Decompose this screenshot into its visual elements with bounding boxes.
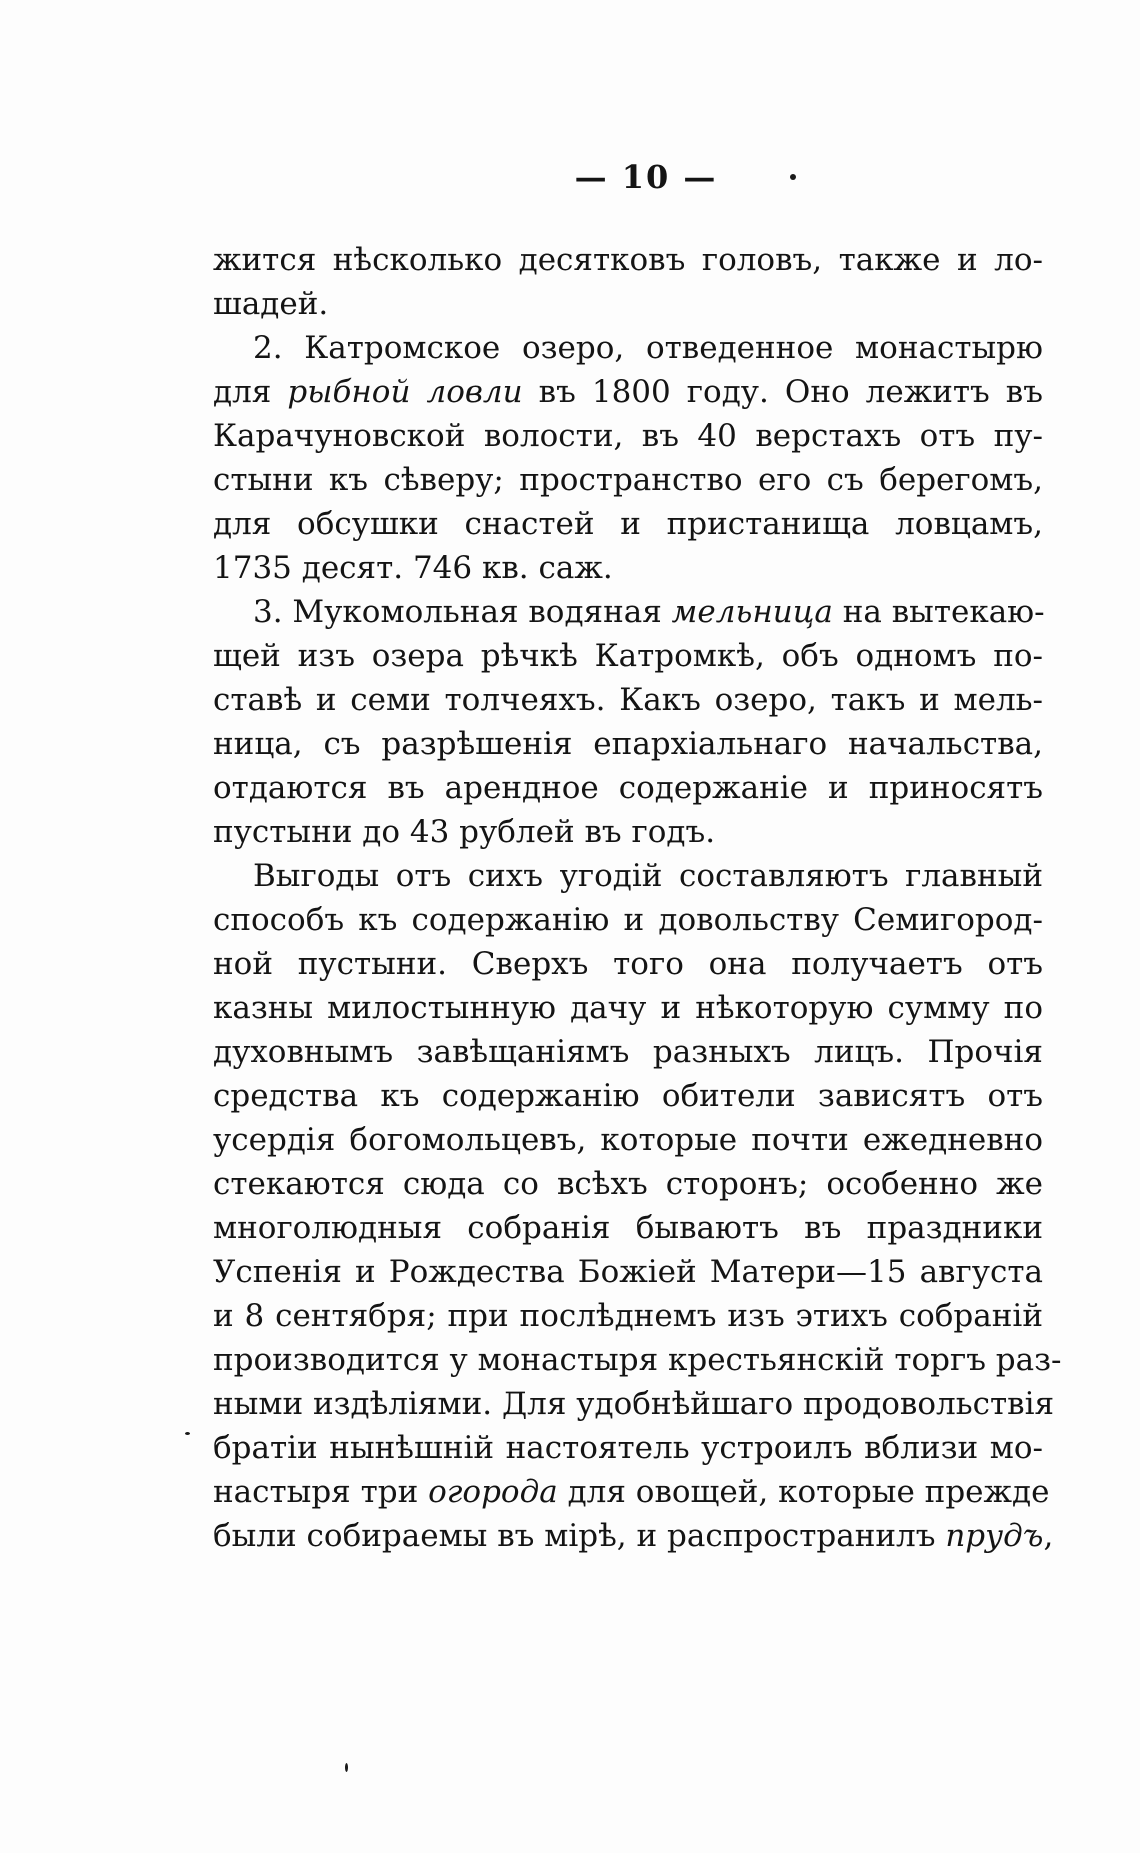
text-line <box>213 1250 1043 1294</box>
italic-term: мельница <box>671 594 833 630</box>
text-segment: ставѣ и семи толчеяхъ. Какъ озеро, такъ и мель- <box>213 682 1043 718</box>
text-line <box>213 414 1043 458</box>
text-segment: для <box>213 374 288 410</box>
text-segment: , <box>1043 1518 1054 1554</box>
text-segment: ными издѣліями. Для удобнѣйшаго продовольствія <box>213 1386 1055 1422</box>
text-segment: Выгоды отъ сихъ угодій составляютъ главный <box>253 858 1043 894</box>
text-segment: щей изъ озера рѣчкѣ Катромкѣ, объ одномъ по- <box>213 638 1043 674</box>
text-segment: казны милостынную дачу и нѣкоторую сумму по <box>213 990 1043 1026</box>
text-line <box>213 1118 1043 1162</box>
text-segment: многолюдныя собранія бываютъ въ праздники <box>213 1210 1043 1246</box>
print-speck <box>790 174 796 180</box>
text-segment: средства къ содержанію обители зависятъ отъ <box>213 1078 1043 1114</box>
text-line <box>213 1294 1043 1338</box>
text-segment: для обсушки снастей и пристанища ловцамъ, <box>213 506 1043 542</box>
text-line <box>213 1470 1050 1514</box>
text-line <box>213 1382 1055 1426</box>
text-line <box>213 898 1043 942</box>
print-speck <box>185 1432 190 1435</box>
text-line <box>213 766 1043 810</box>
text-segment: отдаются въ арендное содержаніе и приносятъ <box>213 770 1043 806</box>
text-segment: духовнымъ завѣщаніямъ разныхъ лицъ. Прочія <box>213 1034 1043 1070</box>
text-line <box>213 942 1043 986</box>
text-line <box>213 1206 1043 1250</box>
italic-term: рыбной ловли <box>287 374 523 410</box>
text-segment: 2. Катромское озеро, отведенное монастырю <box>253 330 1043 366</box>
text-segment: 1735 десят. 746 кв. саж. <box>213 550 613 586</box>
text-segment: стекаются сюда со всѣхъ сторонъ; особенно же <box>213 1166 1043 1202</box>
text-line <box>213 590 1043 634</box>
text-line <box>213 370 1043 414</box>
text-segment: шадей. <box>213 286 329 322</box>
text-line <box>213 458 1043 502</box>
text-segment: ница, съ разрѣшенія епархіальнаго начальства, <box>213 726 1043 762</box>
text-line <box>213 1074 1043 1118</box>
text-segment: братіи нынѣшній настоятель устроилъ вблизи мо- <box>213 1430 1043 1466</box>
text-line <box>213 502 1043 546</box>
text-segment: были собираемы въ мірѣ, и распространилъ <box>213 1518 946 1554</box>
text-segment: Карачуновской волости, въ 40 верстахъ отъ пу- <box>213 418 1043 454</box>
text-line <box>213 1426 1043 1470</box>
text-segment: жится нѣсколько десятковъ головъ, также и ло- <box>213 242 1043 278</box>
text-line <box>213 722 1043 766</box>
text-line <box>213 1338 1062 1382</box>
text-segment: производится у монастыря крестьянскій торгъ раз- <box>213 1342 1062 1378</box>
print-speck <box>345 1763 348 1772</box>
body-text <box>213 238 1062 1558</box>
text-line <box>213 546 1043 590</box>
text-segment: 3. Мукомольная водяная <box>253 594 672 630</box>
text-line <box>213 810 1043 854</box>
text-line <box>213 1030 1043 1074</box>
italic-term: огорода <box>428 1474 558 1510</box>
page-number: — 10 — <box>574 158 718 196</box>
text-line <box>213 986 1043 1030</box>
text-segment: стыни къ сѣверу; пространство его съ берегомъ, <box>213 462 1043 498</box>
text-line <box>213 1162 1043 1206</box>
text-segment: на вытекаю- <box>832 594 1045 630</box>
text-line <box>213 854 1043 898</box>
text-segment: усердія богомольцевъ, которые почти ежедневно <box>213 1122 1043 1158</box>
text-line <box>213 238 1043 282</box>
italic-term: прудъ <box>945 1518 1044 1554</box>
text-line <box>213 1514 1054 1558</box>
text-segment: пустыни до 43 рублей въ годъ. <box>213 814 716 850</box>
text-segment: для овощей, которые прежде <box>557 1474 1050 1510</box>
text-line <box>213 326 1043 370</box>
text-segment: ной пустыни. Сверхъ того она получаетъ отъ <box>213 946 1043 982</box>
text-segment: способъ къ содержанію и довольству Семигород- <box>213 902 1043 938</box>
text-line <box>213 634 1043 678</box>
text-line <box>213 282 1043 326</box>
text-segment: и 8 сентября; при послѣднемъ изъ этихъ собраній <box>213 1298 1043 1334</box>
text-segment: Успенія и Рождества Божіей Матери—15 августа <box>213 1254 1043 1290</box>
text-line <box>213 678 1043 722</box>
text-segment: настыря три <box>213 1474 429 1510</box>
text-segment: въ 1800 году. Оно лежитъ въ <box>522 374 1043 410</box>
